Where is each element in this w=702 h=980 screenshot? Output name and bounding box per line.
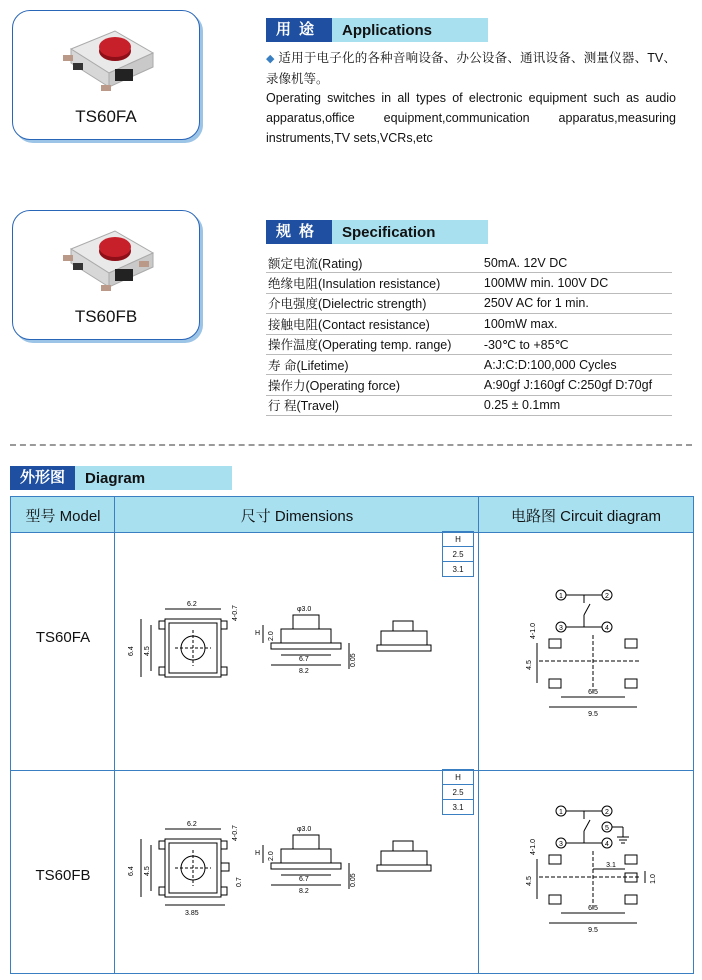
- applications-en-title: Applications: [342, 21, 433, 39]
- dimension-drawing-ts60fb: [123, 817, 443, 927]
- spec-row: 行 程(Travel) 0.25 ± 0.1mm: [266, 395, 672, 415]
- switch-photo: [53, 19, 163, 109]
- dim-thick: 0.05: [350, 873, 357, 887]
- section-divider: [10, 444, 692, 446]
- column-header-model: 型号 Model: [11, 497, 115, 533]
- spec-row: 操作温度(Operating temp. range) -30℃ to +85℃: [266, 334, 672, 354]
- dim-pitch: 4.5: [144, 646, 151, 656]
- spec-row: 操作力(Operating force) A:90gf J:160gf C:250gf D:70gf: [266, 375, 672, 395]
- overall-width: 9.5: [588, 927, 598, 934]
- dim-base: 2.0: [268, 631, 275, 641]
- h-pitch: 6.5: [588, 689, 598, 696]
- dim-gap: 0.7: [236, 877, 243, 887]
- applications-en-text: Operating switches in all types of electronic equipment such as audio apparatus,office equipment,communication apparatus,measuring instruments,TV sets,VCRs,etc: [266, 91, 676, 145]
- diagram-en-title: Diagram: [85, 469, 146, 487]
- pin-3: 3: [559, 625, 563, 632]
- applications-header: [266, 18, 488, 42]
- specification-cn-title: 规格: [266, 220, 332, 244]
- applications-cn-title: 用途: [266, 18, 332, 42]
- dim-height: 6.4: [128, 866, 135, 876]
- dim-cap-dia: φ3.0: [297, 606, 312, 613]
- height-table: H 2.5 3.1: [442, 531, 474, 577]
- product-label: TS60FA: [75, 107, 137, 126]
- dimension-drawing-ts60fa: [123, 597, 443, 697]
- product-card-ts60fb: [12, 210, 200, 340]
- spec-row: 介电强度(Dielectric strength) 250V AC for 1 min.: [266, 293, 672, 313]
- circuit-diagram-ts60fb: [511, 801, 687, 937]
- specification-en-title: Specification: [342, 223, 436, 241]
- pin-2: 2: [605, 593, 609, 600]
- gnd-pad: 1.0: [650, 874, 657, 884]
- dim-width: 6.2: [187, 601, 197, 608]
- dim-inner: 6.7: [299, 656, 309, 663]
- model-ts60fb: TS60FB: [35, 867, 91, 884]
- dim-base: 2.0: [268, 851, 275, 861]
- dim-outer: 8.2: [299, 888, 309, 895]
- spec-table: [266, 253, 672, 416]
- pin-1: 1: [559, 809, 563, 816]
- pin-5: 5: [605, 825, 609, 832]
- pin-1: 1: [559, 593, 563, 600]
- specification-header: [266, 220, 488, 244]
- v-pitch: 4.5: [526, 876, 533, 886]
- h-pitch: 6.5: [588, 905, 598, 912]
- dim-height: 6.4: [128, 646, 135, 656]
- spec-row: 寿 命(Lifetime) A:J:C:D:100,000 Cycles: [266, 354, 672, 374]
- spec-row: 接触电阻(Contact resistance) 100mW max.: [266, 314, 672, 334]
- pad-size: 4-1.0: [530, 623, 537, 639]
- dim-thick: 0.05: [350, 653, 357, 667]
- diagram-header: [10, 466, 232, 490]
- switch-photo: [53, 219, 163, 309]
- dim-lead: 4-0.7: [232, 605, 239, 621]
- dim-width: 6.2: [187, 821, 197, 828]
- gnd-offset: 3.1: [606, 862, 616, 869]
- diagram-cn-title: 外形图: [10, 466, 75, 490]
- pad-size: 4-1.0: [530, 839, 537, 855]
- dim-lead: 4-0.7: [232, 825, 239, 841]
- product-label: TS60FB: [74, 307, 138, 326]
- spec-row: 绝缘电阻(Insulation resistance) 100MW min. 100V DC: [266, 273, 672, 293]
- spec-row: 额定电流(Rating) 50mA. 12V DC: [266, 253, 672, 273]
- dim-pitch: 4.5: [144, 866, 151, 876]
- diagram-table: [10, 496, 694, 974]
- dim-offset: 3.85: [185, 910, 199, 917]
- model-ts60fa: TS60FA: [35, 629, 91, 646]
- diamond-bullet-icon: ◆: [266, 53, 275, 65]
- product-card-ts60fa: [12, 10, 200, 140]
- dim-h: H: [255, 630, 261, 637]
- circuit-diagram-ts60fa: [511, 585, 681, 721]
- pin-4: 4: [605, 625, 609, 632]
- dim-h: H: [255, 850, 261, 857]
- column-header-circuit: 电路图 Circuit diagram: [479, 497, 693, 533]
- column-header-dimensions: 尺寸 Dimensions: [115, 497, 479, 533]
- pin-2: 2: [605, 809, 609, 816]
- pin-3: 3: [559, 841, 563, 848]
- applications-cn-text: ◆ 适用于电子化的各种音响设备、办公设备、通讯设备、测量仪器、TV、录像机等。: [266, 51, 676, 86]
- dim-cap-dia: φ3.0: [297, 826, 312, 833]
- dim-inner: 6.7: [299, 876, 309, 883]
- overall-width: 9.5: [588, 711, 598, 718]
- dim-outer: 8.2: [299, 668, 309, 675]
- pin-4: 4: [605, 841, 609, 848]
- v-pitch: 4.5: [526, 660, 533, 670]
- height-table: H 2.5 3.1: [442, 769, 474, 815]
